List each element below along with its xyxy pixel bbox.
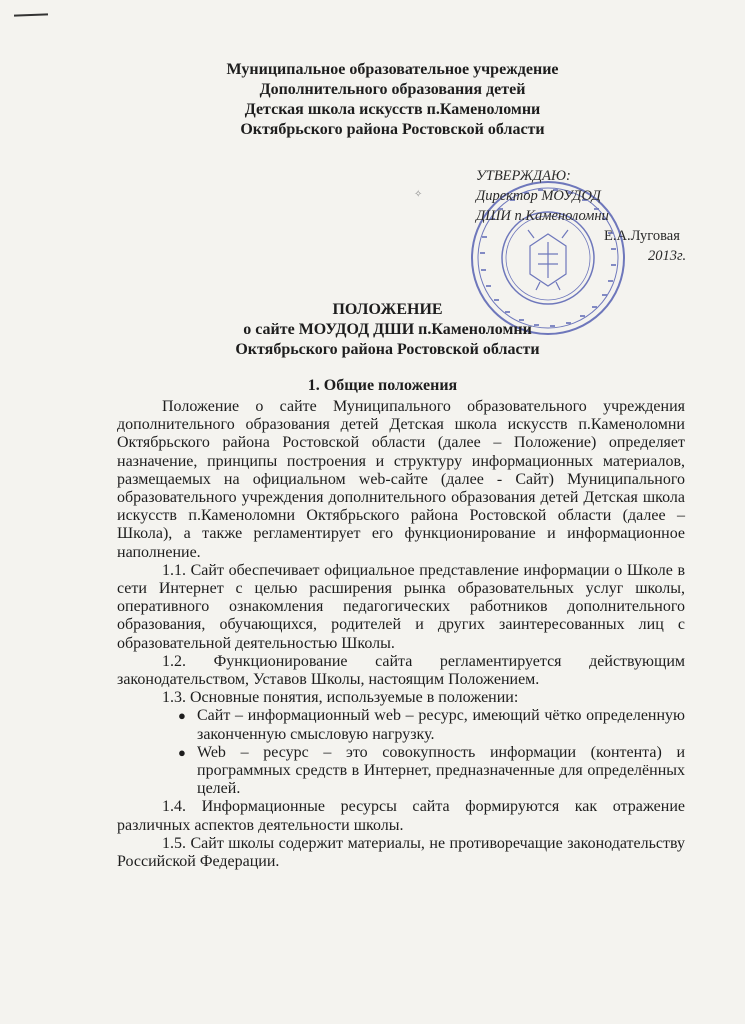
section-heading: 1. Общие положения bbox=[307, 377, 458, 394]
header-line-4: Октябрьского района Ростовской области bbox=[240, 121, 545, 138]
list-item bbox=[178, 743, 685, 799]
approval-position: Директор МОУДОД bbox=[476, 188, 601, 204]
list-item bbox=[178, 707, 685, 743]
approval-school: ДШИ п.Каменоломни bbox=[476, 208, 609, 224]
definitions-list bbox=[117, 707, 685, 798]
approval-date: 2013г. bbox=[648, 248, 687, 264]
approval-heading: УТВЕРЖДАЮ: bbox=[476, 168, 571, 184]
corner-pen-mark bbox=[14, 13, 48, 16]
paragraph-1-4: 1.4. Информационные ресурсы сайта формируются как отражение различных аспектов деятельности школы. bbox=[117, 798, 685, 834]
definition-site: Сайт – информационный web – ресурс, имеющий чётко определенную законченную смысловую нагрузку. bbox=[197, 707, 685, 743]
paragraph-1-2: 1.2. Функционирование сайта регламентируется действующим законодательством, Уставов Школы, настоящим Положением. bbox=[117, 652, 685, 689]
bullet-icon: ● bbox=[178, 708, 186, 724]
paragraph-1-3: 1.3. Основные понятия, используемые в положении: bbox=[162, 689, 519, 707]
scan-speck: ✧ bbox=[414, 189, 423, 200]
header-line-1: Муниципальное образовательное учреждение bbox=[226, 61, 559, 78]
document-title bbox=[0, 300, 745, 360]
title-line-3: Октябрьского района Ростовской области bbox=[235, 341, 540, 358]
intro-paragraph: Положение о сайте Муниципального образовательного учреждения дополнительного образования детей Детская школа искусств п.Каменоломни Октябрьского района Ростовской области (далее – Положение) определяет назначение, принципы построения и структуру информационных материалов, размещаемых на официальном web-сайте (далее - Сайт) Муниципального образовательного учреждения дополнительного образования детей Детская школа искусств п.Каменоломни Октябрьского района Ростовской области (далее – Школа), а также регламентирует его функционирование и информационное наполнение. bbox=[117, 398, 685, 561]
paragraph-1-5: 1.5. Сайт школы содержит материалы, не противоречащие законодательству Российской Федерации. bbox=[117, 834, 685, 871]
document-body bbox=[117, 398, 685, 871]
paragraph-1-1: 1.1. Сайт обеспечивает официальное представление информации о Школе в сети Интернет с целью расширения рынка образовательных услуг школы, оперативного ознакомления педагогических работников дополнительного образования, обучающихся, родителей и других заинтересованных лиц с образовательной деятельностью Школы. bbox=[117, 561, 685, 652]
title-line-2: о сайте МОУДОД ДШИ п.Каменоломни bbox=[243, 321, 532, 338]
definition-web-resource: Web – ресурс – это совокупность информации (контента) и программных средств в Интернет, предназначенные для определённых целей. bbox=[197, 743, 685, 798]
institution-header bbox=[0, 60, 745, 140]
approval-signatory: Е.А.Луговая bbox=[604, 228, 680, 244]
title-line-1: ПОЛОЖЕНИЕ bbox=[332, 301, 443, 318]
header-line-3: Детская школа искусств п.Каменоломни bbox=[244, 101, 541, 118]
bullet-icon: ● bbox=[178, 744, 186, 760]
header-line-2: Дополнительного образования детей bbox=[259, 81, 526, 98]
approval-block bbox=[476, 166, 706, 266]
